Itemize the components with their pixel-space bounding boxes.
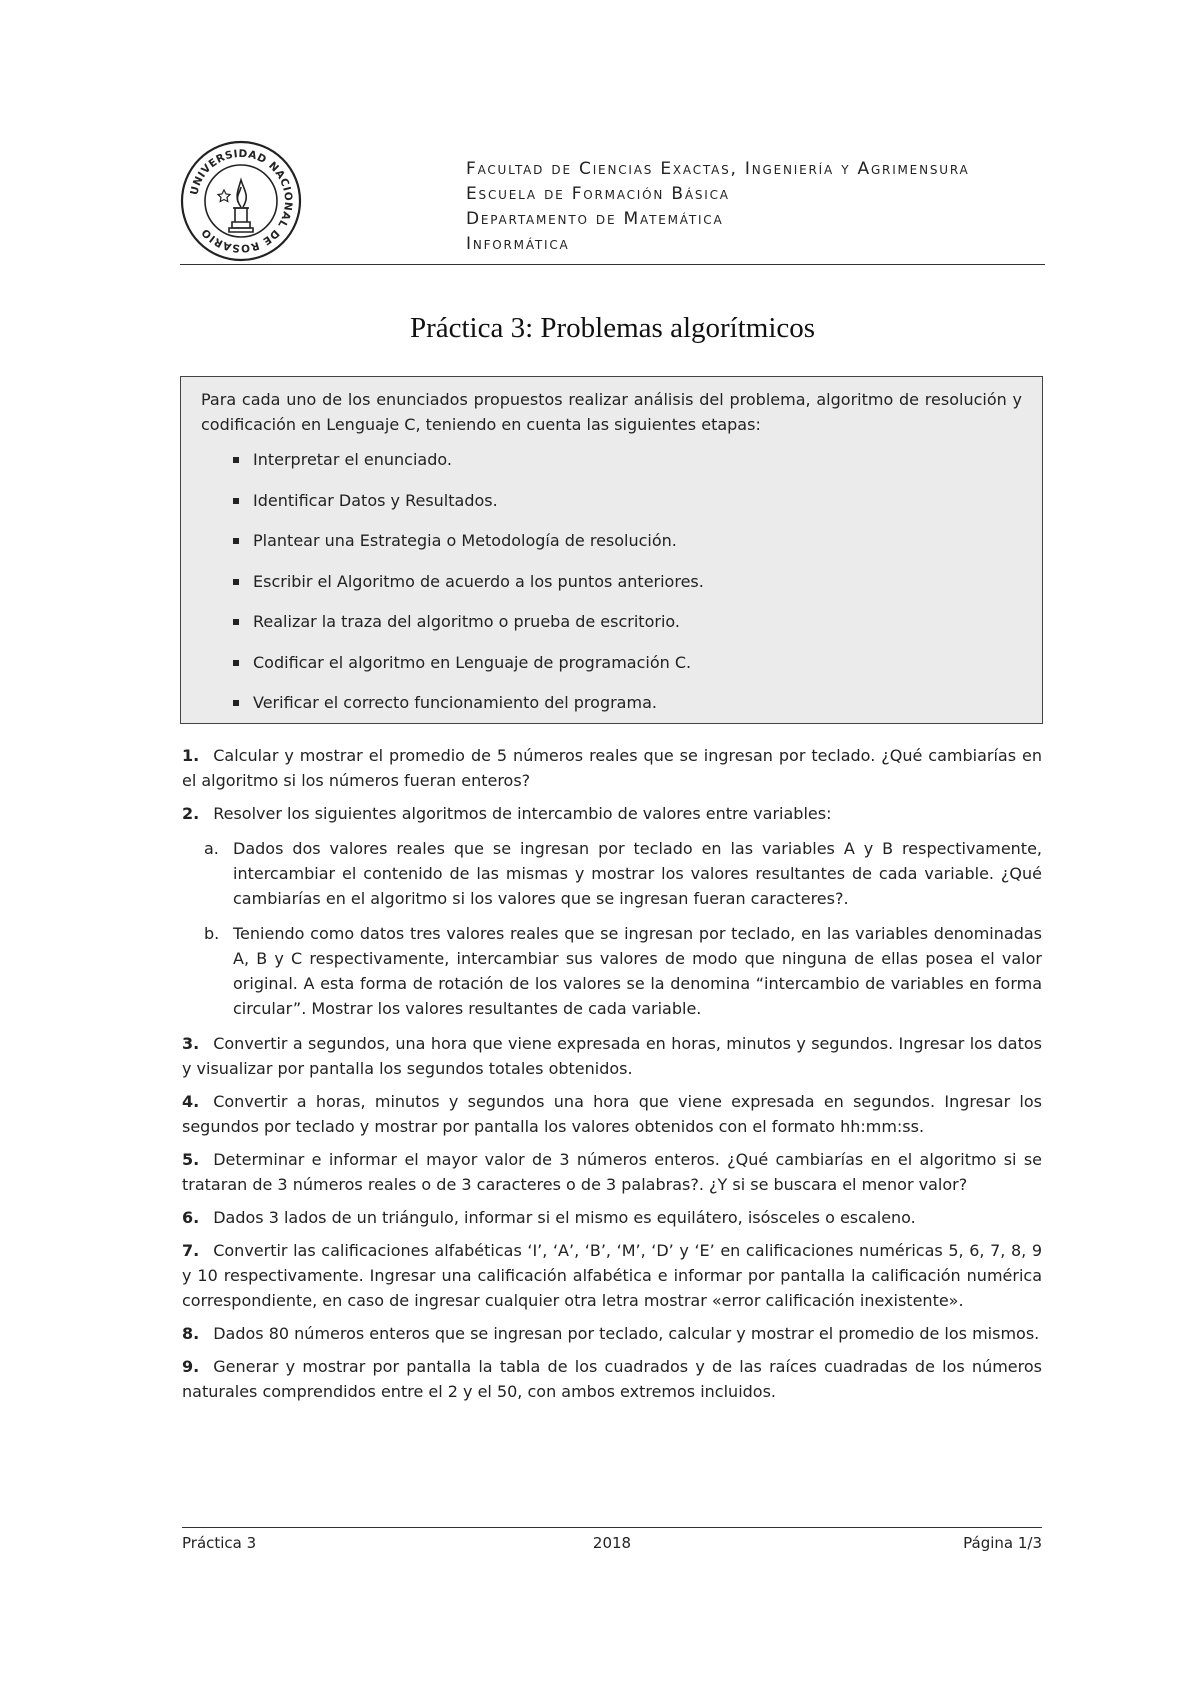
step-text: Identificar Datos y Resultados. <box>253 490 498 510</box>
instructions-box <box>180 376 1043 724</box>
exercise-8 <box>182 1321 1042 1346</box>
exercise-6 <box>182 1205 1042 1230</box>
school-name: Escuela de Formación Básica <box>466 184 730 204</box>
exercise-number: 6. <box>182 1208 200 1227</box>
step-item <box>233 447 704 488</box>
square-bullet-icon <box>233 538 239 544</box>
exercise-2b <box>182 921 1042 1021</box>
exercise-1 <box>182 743 1042 793</box>
square-bullet-icon <box>233 660 239 666</box>
exercise-3 <box>182 1031 1042 1081</box>
footer-divider <box>182 1527 1042 1528</box>
exercise-5 <box>182 1147 1042 1197</box>
step-text: Plantear una Estrategia o Metodología de resolución. <box>253 531 677 550</box>
exercise-number: 3. <box>182 1034 200 1053</box>
square-bullet-icon <box>233 619 239 625</box>
exercise-text: Generar y mostrar por pantalla la tabla de los cuadrados y de las raíces cuadradas de los números naturales comprendidos entre el 2 y el 50, con ambos extremos incluidos. <box>182 1357 1042 1401</box>
subitem-letter: b. <box>204 924 220 943</box>
institution-lines <box>466 157 970 257</box>
square-bullet-icon <box>233 579 239 585</box>
step-text: Escribir el Algoritmo de acuerdo a los puntos anteriores. <box>253 571 704 591</box>
subject-name: Informática <box>466 234 570 254</box>
exercise-2 <box>182 801 1042 1021</box>
exercise-text: Dados 80 números enteros que se ingresan por teclado, calcular y mostrar el promedio de los mismos. <box>213 1324 1040 1343</box>
subitem-text: Dados dos valores reales que se ingresan por teclado en las variables A y B respectivamente, intercambiar el contenido de las mismas y mostrar los valores resultantes de cada variable. ¿Qué cambiarías en el algoritmo si los valores que se ingresan fueran caracteres?. <box>233 839 1042 908</box>
exercise-text: Calcular y mostrar el promedio de 5 números reales que se ingresan por teclado. ¿Qué cambiarías en el algoritmo si los números fueran enteros? <box>182 746 1042 790</box>
step-text: Verificar el correcto funcionamiento del programa. <box>253 693 657 712</box>
exercise-number: 2. <box>182 804 200 823</box>
header-divider <box>180 264 1045 265</box>
step-text: Realizar la traza del algoritmo o prueba de escritorio. <box>253 612 680 631</box>
page-title: Práctica 3: Problemas algorítmicos <box>409 312 816 344</box>
exercise-text: Dados 3 lados de un triángulo, informar si el mismo es equilátero, isósceles o escaleno. <box>213 1208 916 1227</box>
exercise-number: 9. <box>182 1357 200 1376</box>
footer-page-number: Página 1/3 <box>963 1534 1042 1552</box>
instructions-text: Para cada uno de los enunciados propuestos realizar análisis del problema, algoritmo de resolución y codificación en Lenguaje C, teniendo en cuenta las siguientes etapas: <box>201 390 1022 434</box>
step-text: Interpretar el enunciado. <box>253 450 452 469</box>
exercise-number: 1. <box>182 746 200 765</box>
steps-list <box>233 447 704 731</box>
exercise-9 <box>182 1354 1042 1404</box>
department-name: Departamento de Matemática <box>466 209 724 229</box>
square-bullet-icon <box>233 457 239 463</box>
page-header <box>180 140 1045 264</box>
step-text: Codificar el algoritmo en Lenguaje de programación C. <box>253 652 692 672</box>
square-bullet-icon <box>233 498 239 504</box>
exercise-text: Determinar e informar el mayor valor de 3 números enteros. ¿Qué cambiarías en el algoritmo si se trataran de 3 números reales o de 3 caracteres o de 3 palabras?. ¿Y si se buscara el menor valor? <box>182 1150 1042 1194</box>
footer-practice-label: Práctica 3 <box>182 1534 257 1552</box>
step-item <box>233 488 704 529</box>
svg-text:UNIVERSIDAD NACIONAL DE ROSARI: UNIVERSIDAD NACIONAL DE ROSARIO <box>188 147 295 255</box>
exercise-text: Convertir a segundos, una hora que viene expresada en horas, minutos y segundos. Ingresar los datos y visualizar por pantalla los segundos totales obtenidos. <box>182 1034 1042 1078</box>
exercise-number: 5. <box>182 1150 200 1169</box>
exercise-text: Convertir a horas, minutos y segundos una hora que viene expresada en segundos. Ingresar los segundos por teclado y mostrar por pantalla los valores obtenidos con el formato hh:mm:ss. <box>182 1092 1042 1136</box>
university-seal-icon <box>180 140 302 262</box>
exercise-4 <box>182 1089 1042 1139</box>
step-item <box>233 569 704 610</box>
subitem-text: Teniendo como datos tres valores reales que se ingresan por teclado, en las variables denominadas A, B y C respectivamente, intercambiar sus valores de modo que ninguna de ellas posea el valor original. A esta forma de rotación de los valores se la denomina “intercambio de variables en forma circular”. Mostrar los valores resultantes de cada variable. <box>233 924 1042 1018</box>
square-bullet-icon <box>233 700 239 706</box>
step-item <box>233 528 704 569</box>
exercise-2a <box>182 836 1042 911</box>
exercise-number: 4. <box>182 1092 200 1111</box>
page-footer <box>182 1534 1042 1560</box>
subitem-letter: a. <box>204 839 219 858</box>
step-item <box>233 650 704 691</box>
faculty-name: Facultad de Ciencias Exactas, Ingeniería y Agrimensura <box>466 159 970 179</box>
exercise-number: 8. <box>182 1324 200 1343</box>
step-item <box>233 609 704 650</box>
exercise-7 <box>182 1238 1042 1313</box>
exercise-text: Resolver los siguientes algoritmos de intercambio de valores entre variables: <box>213 804 832 823</box>
footer-year: 2018 <box>592 1534 632 1552</box>
exercise-text: Convertir las calificaciones alfabéticas ‘I’, ‘A’, ‘B’, ‘M’, ‘D’ y ‘E’ en calificaciones numéricas 5, 6, 7, 8, 9 y 10 respectivamente. Ingresar una calificación alfabética e informar por pantalla la calificación numérica correspondiente, en caso de ingresar cualquier otra letra mostrar «error calificación inexistente». <box>182 1241 1042 1310</box>
exercise-number: 7. <box>182 1241 200 1260</box>
exercise-list <box>182 743 1042 1412</box>
step-item <box>233 690 704 731</box>
